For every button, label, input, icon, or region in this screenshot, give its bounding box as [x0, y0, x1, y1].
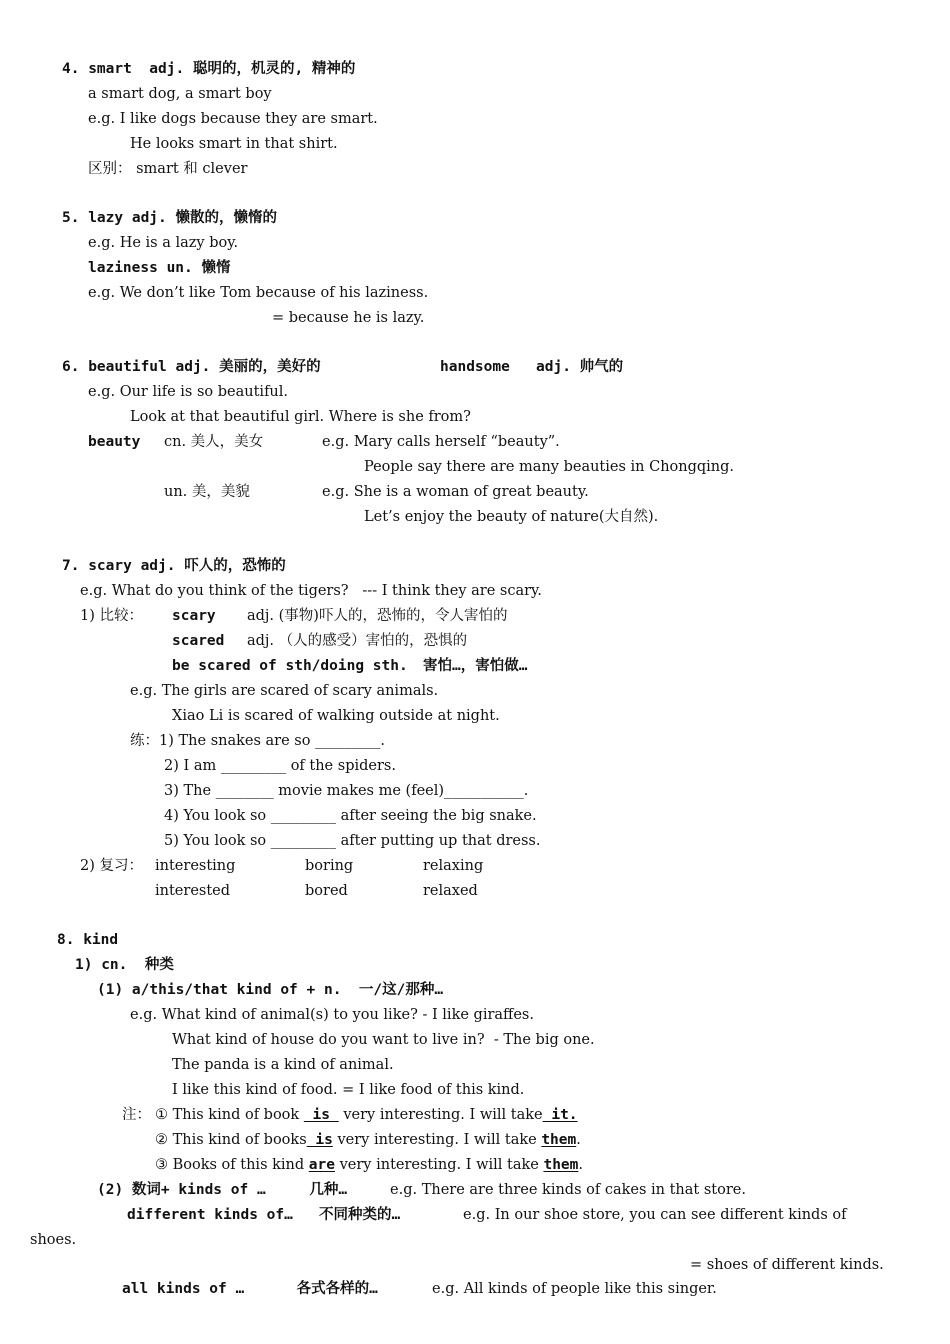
s6-eg-2: e.g. She is a woman of great beauty. [322, 484, 589, 500]
s8-note-1 [155, 1106, 578, 1124]
s4-line-2: e.g. I like dogs because they are smart. [88, 111, 378, 127]
note-underline: are [308, 1157, 335, 1173]
s8-eg-1: e.g. What kind of animal(s) to you like? - I like giraffes. [130, 1007, 534, 1023]
s6-cn-def: cn. 美人，美女 [164, 434, 264, 450]
s5-line-4: = because he is lazy. [272, 310, 425, 326]
s7-scary-word: scary [172, 608, 216, 624]
s4-line-3: He looks smart in that shirt. [130, 136, 338, 152]
s7-line-1: e.g. What do you think of the tigers? --- I think they are scary. [80, 583, 542, 599]
note-text: ② This kind of books [155, 1132, 307, 1148]
note-text: . [578, 1157, 583, 1173]
s8-eg-2: What kind of house do you want to live in? - The big one. [172, 1032, 595, 1048]
section-5-heading: 5. lazy adj. 懒散的，懒惰的 [62, 210, 277, 226]
s8-point-3-eg-cont: shoes. [30, 1232, 77, 1248]
s7-eg-1: e.g. The girls are scared of scary animals. [130, 683, 439, 699]
s7-exercise-2: 2) I am _________ of the spiders. [164, 758, 396, 774]
s6-line-1: e.g. Our life is so beautiful. [88, 384, 289, 400]
s6-eg-1b: People say there are many beauties in Chongqing. [364, 459, 735, 475]
s5-line-3: e.g. We don’t like Tom because of his laziness. [88, 285, 429, 301]
s4-line-1: a smart dog, a smart boy [88, 86, 272, 102]
s7-review-word: boring [305, 858, 354, 874]
s7-compare-label: 1) 比较： [80, 608, 143, 624]
note-text: very interesting. I will take [334, 1157, 544, 1173]
s6-line-2: Look at that beautiful girl. Where is she from? [130, 409, 471, 425]
s6-eg-2b: Let’s enjoy the beauty of nature(大自然). [364, 509, 659, 525]
s8-point-1: (1) a/this/that kind of + n. 一/这/那种… [97, 982, 444, 998]
s8-note-2 [155, 1131, 581, 1149]
s7-exercise-4: 4) You look so _________ after seeing the big snake. [164, 808, 537, 824]
s7-review-word: interested [155, 883, 231, 899]
section-6-heading: 6. beautiful adj. 美丽的，美好的 [62, 359, 321, 375]
section-8-heading: 8. kind [57, 932, 119, 948]
s6-eg-1: e.g. Mary calls herself “beauty”. [322, 434, 560, 450]
s7-be-scared-phrase: be scared of sth/doing sth. [172, 658, 408, 674]
s8-point-4: all kinds of … 各式各样的… [122, 1281, 378, 1297]
s7-exercise-1: 练：1) The snakes are so _________. [130, 733, 385, 749]
s8-point-2-eg: e.g. There are three kinds of cakes in that store. [390, 1182, 746, 1198]
s5-line-2: laziness un. 懒惰 [88, 260, 231, 276]
section-6-heading-2: handsome adj. 帅气的 [440, 359, 624, 375]
s8-note-3 [155, 1156, 583, 1174]
note-underline: is [306, 1132, 333, 1148]
s7-review-label: 2) 复习： [80, 858, 143, 874]
note-underline: them [541, 1132, 577, 1148]
s8-note-label: 注： [122, 1107, 151, 1123]
note-text: very interesting. I will take [338, 1107, 543, 1123]
section-7-heading: 7. scary adj. 吓人的，恐怖的 [62, 558, 286, 574]
s8-point-4-eg: e.g. All kinds of people like this singer. [432, 1281, 717, 1297]
s6-un-def: un. 美，美貌 [164, 484, 250, 500]
note-underline: is [303, 1107, 339, 1123]
s8-point-2: (2) 数词+ kinds of … 几种… [97, 1182, 348, 1198]
s8-point-3: different kinds of… 不同种类的… [127, 1207, 401, 1223]
s7-be-scared-def: 害怕…，害怕做… [423, 658, 528, 674]
s5-line-1: e.g. He is a lazy boy. [88, 235, 239, 251]
s7-scary-def: adj. (事物)吓人的，恐怖的，令人害怕的 [247, 608, 508, 624]
s8-sub-1: 1) cn. 种类 [75, 957, 174, 973]
note-underline: it. [542, 1107, 578, 1123]
s8-point-3-eq: = shoes of different kinds. [690, 1257, 884, 1273]
s7-review-word: relaxing [423, 858, 484, 874]
s7-review-word: relaxed [423, 883, 478, 899]
s7-review-word: bored [305, 883, 348, 899]
s7-exercise-3: 3) The ________ movie makes me (feel)___________. [164, 783, 529, 799]
s7-scared-def: adj. （人的感受）害怕的，恐惧的 [247, 633, 468, 649]
section-4-heading: 4. smart adj. 聪明的，机灵的, 精神的 [62, 61, 356, 77]
s4-line-4: 区别： smart 和 clever [88, 161, 248, 177]
s7-scared-word: scared [172, 633, 225, 649]
s8-eg-4: I like this kind of food. = I like food of this kind. [172, 1082, 525, 1098]
s7-exercise-5: 5) You look so _________ after putting up that dress. [164, 833, 541, 849]
s6-beauty-word: beauty [88, 434, 141, 450]
s7-eg-2: Xiao Li is scared of walking outside at night. [172, 708, 500, 724]
note-text: ① This kind of book [155, 1107, 304, 1123]
note-underline: them [543, 1157, 579, 1173]
note-text: very interesting. I will take [332, 1132, 542, 1148]
s8-eg-3: The panda is a kind of animal. [172, 1057, 394, 1073]
note-text: ③ Books of this kind [155, 1157, 309, 1173]
s7-review-word: interesting [155, 858, 236, 874]
note-text: . [576, 1132, 581, 1148]
s8-point-3-eg: e.g. In our shoe store, you can see different kinds of [463, 1207, 847, 1223]
